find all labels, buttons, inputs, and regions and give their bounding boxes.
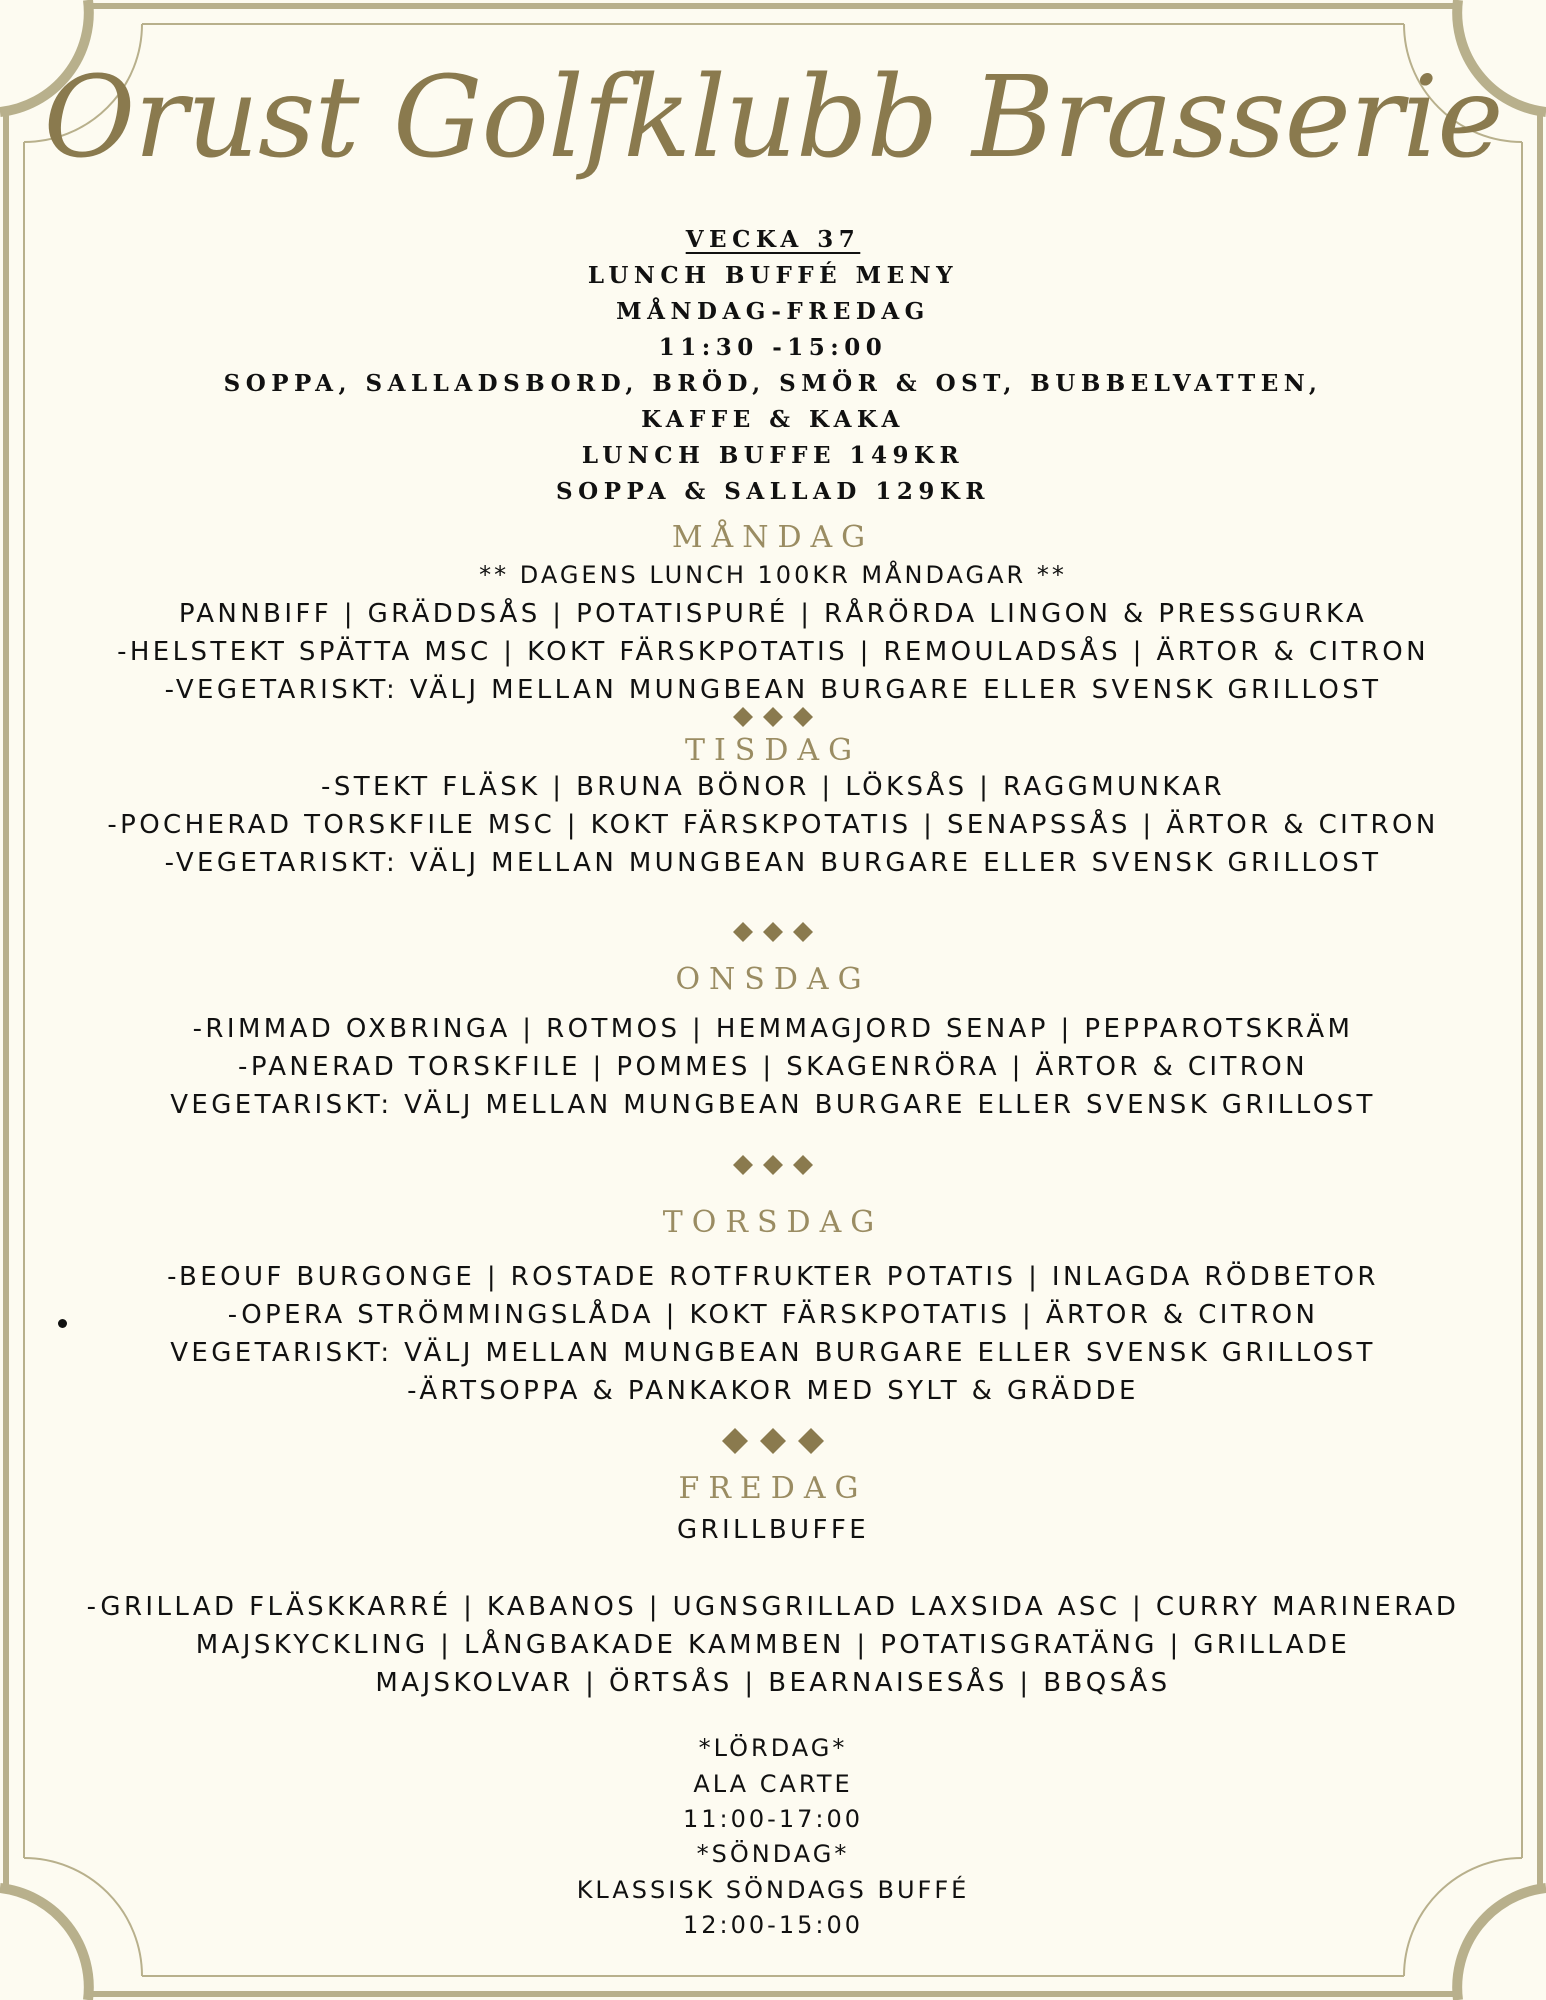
sunday-menu: KLASSISK SÖNDAGS BUFFÉ (576, 1876, 970, 1904)
buffet-includes-cont: KAFFE & KAKA (641, 406, 905, 433)
week-label: VECKA 37 (685, 226, 861, 253)
menu-item: VEGETARISKT: VÄLJ MELLAN MUNGBEAN BURGARE ELLER SVENSK GRILLOST (170, 1090, 1376, 1120)
restaurant-title: Orust Golfklubb Brasserie (43, 53, 1503, 183)
menu-item: -STEKT FLÄSK | BRUNA BÖNOR | LÖKSÅS | RAGGMUNKAR (321, 772, 1225, 802)
saturday-hours: 11:00-17:00 (683, 1805, 863, 1833)
menu-item: -GRILLAD FLÄSKKARRÉ | KABANOS | UGNSGRILLAD LAXSIDA ASC | CURRY MARINERAD (86, 1592, 1460, 1622)
buffet-includes: SOPPA, SALLADSBORD, BRÖD, SMÖR & OST, BUBBELVATTEN, (223, 370, 1323, 397)
menu-item: MAJSKOLVAR | ÖRTSÅS | BEARNAISESÅS | BBQSÅS (375, 1668, 1171, 1698)
menu-item: -VEGETARISKT: VÄLJ MELLAN MUNGBEAN BURGARE ELLER SVENSK GRILLOST (164, 675, 1382, 705)
menu-item: MAJSKYCKLING | LÅNGBAKADE KAMMBEN | POTATISGRATÄNG | GRILLADE (195, 1630, 1351, 1660)
menu-item: PANNBIFF | GRÄDDSÅS | POTATISPURÉ | RÅRÖRDA LINGON & PRESSGURKA (178, 599, 1368, 629)
saturday-heading: *LÖRDAG* (698, 1734, 848, 1762)
day-heading-thursday: TORSDAG (662, 1205, 884, 1240)
day-heading-tuesday: TISDAG (684, 733, 862, 768)
soup-salad-price: SOPPA & SALLAD 129KR (556, 478, 990, 505)
menu-item: VEGETARISKT: VÄLJ MELLAN MUNGBEAN BURGARE ELLER SVENSK GRILLOST (170, 1338, 1376, 1368)
menu-item: GRILLBUFFE (676, 1515, 870, 1545)
sunday-heading: *SÖNDAG* (696, 1840, 850, 1868)
day-heading-friday: FREDAG (678, 1471, 868, 1506)
lunch-hours: 11:30 -15:00 (658, 334, 888, 361)
day-heading-wednesday: ONSDAG (675, 962, 871, 997)
menu-item: -HELSTEKT SPÄTTA MSC | KOKT FÄRSKPOTATIS | REMOULADSÅS | ÄRTOR & CITRON (117, 637, 1429, 667)
menu-item: -BEOUF BURGONGE | ROSTADE ROTFRUKTER POTATIS | INLAGDA RÖDBETOR (167, 1262, 1379, 1292)
menu-item: -VEGETARISKT: VÄLJ MELLAN MUNGBEAN BURGARE ELLER SVENSK GRILLOST (164, 848, 1382, 878)
diamond-divider (0, 922, 1546, 946)
menu-item: ** DAGENS LUNCH 100KR MÅNDAGAR ** (479, 561, 1067, 589)
saturday-menu: ALA CARTE (693, 1770, 853, 1798)
diamond-divider (0, 707, 1546, 731)
diamond-divider (0, 1428, 1546, 1458)
buffet-price: LUNCH BUFFE 149KR (581, 442, 965, 469)
menu-item: -ÄRTSOPPA & PANKAKOR MED SYLT & GRÄDDE (407, 1376, 1139, 1406)
menu-item: -PANERAD TORSKFILE | POMMES | SKAGENRÖRA | ÄRTOR & CITRON (238, 1052, 1308, 1082)
menu-heading: LUNCH BUFFÉ MENY (587, 262, 959, 289)
menu-item: -POCHERAD TORSKFILE MSC | KOKT FÄRSKPOTATIS | SENAPSSÅS | ÄRTOR & CITRON (107, 810, 1439, 840)
diamond-divider (0, 1155, 1546, 1179)
sunday-hours: 12:00-15:00 (683, 1911, 863, 1939)
day-heading-monday: MÅNDAG (671, 520, 875, 555)
menu-item: -RIMMAD OXBRINGA | ROTMOS | HEMMAGJORD SENAP | PEPPAROTSKRÄM (192, 1014, 1354, 1044)
weekday-range: MÅNDAG-FREDAG (616, 298, 930, 325)
menu-item: -OPERA STRÖMMINGSLÅDA | KOKT FÄRSKPOTATIS | ÄRTOR & CITRON (227, 1300, 1319, 1330)
